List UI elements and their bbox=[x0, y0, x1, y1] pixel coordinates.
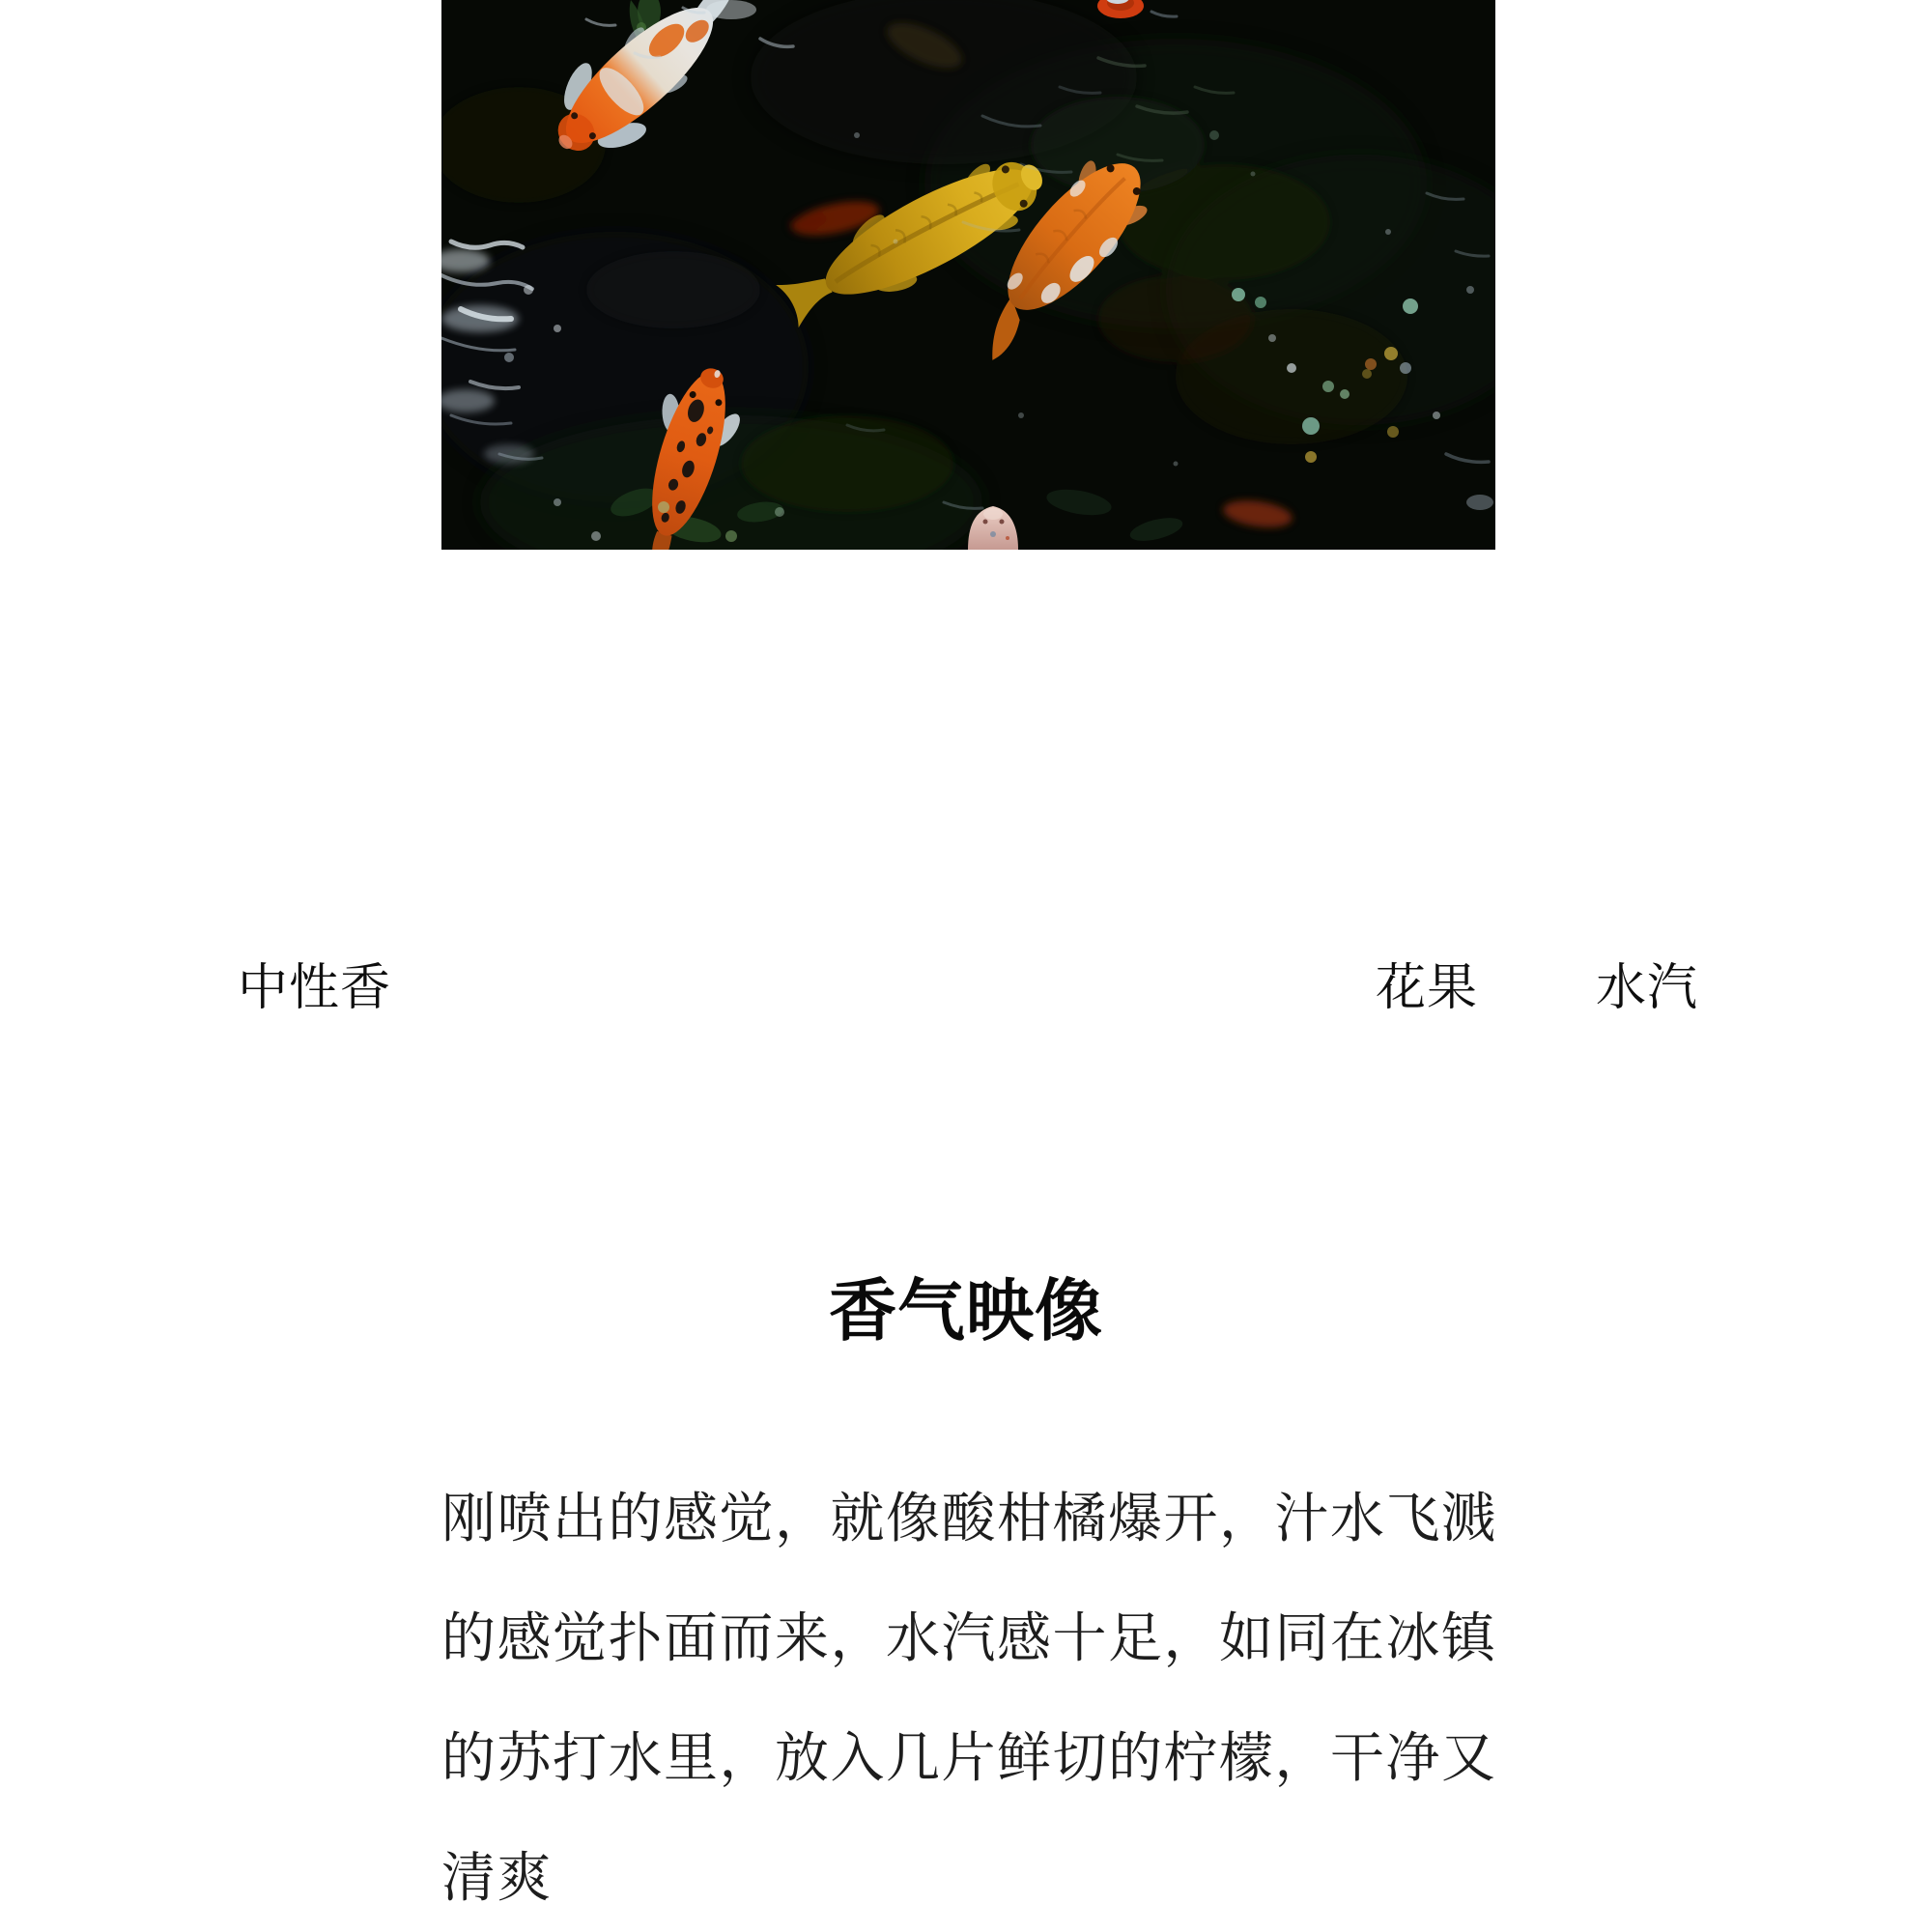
note-label-aquatic: 水汽 bbox=[1595, 961, 1698, 1016]
note-label-floral-fruity: 花果 bbox=[1375, 961, 1478, 1016]
scent-notes bbox=[1375, 961, 1698, 1016]
description-line: 刚喷出的感觉，就像酸柑橘爆开，汁水飞溅 bbox=[441, 1490, 1497, 1549]
scent-description bbox=[441, 1460, 1514, 1932]
description-line: 清爽 bbox=[441, 1849, 553, 1909]
koi-pond-photo bbox=[441, 0, 1495, 550]
section-title: 香气映像 bbox=[829, 1275, 1103, 1350]
hero-image bbox=[441, 0, 1495, 550]
description-line: 的感觉扑面而来，水汽感十足，如同在冰镇 bbox=[441, 1609, 1497, 1669]
scent-type-label: 中性香 bbox=[238, 961, 392, 1016]
description-line: 的苏打水里，放入几片鲜切的柠檬，干净又 bbox=[441, 1729, 1497, 1789]
